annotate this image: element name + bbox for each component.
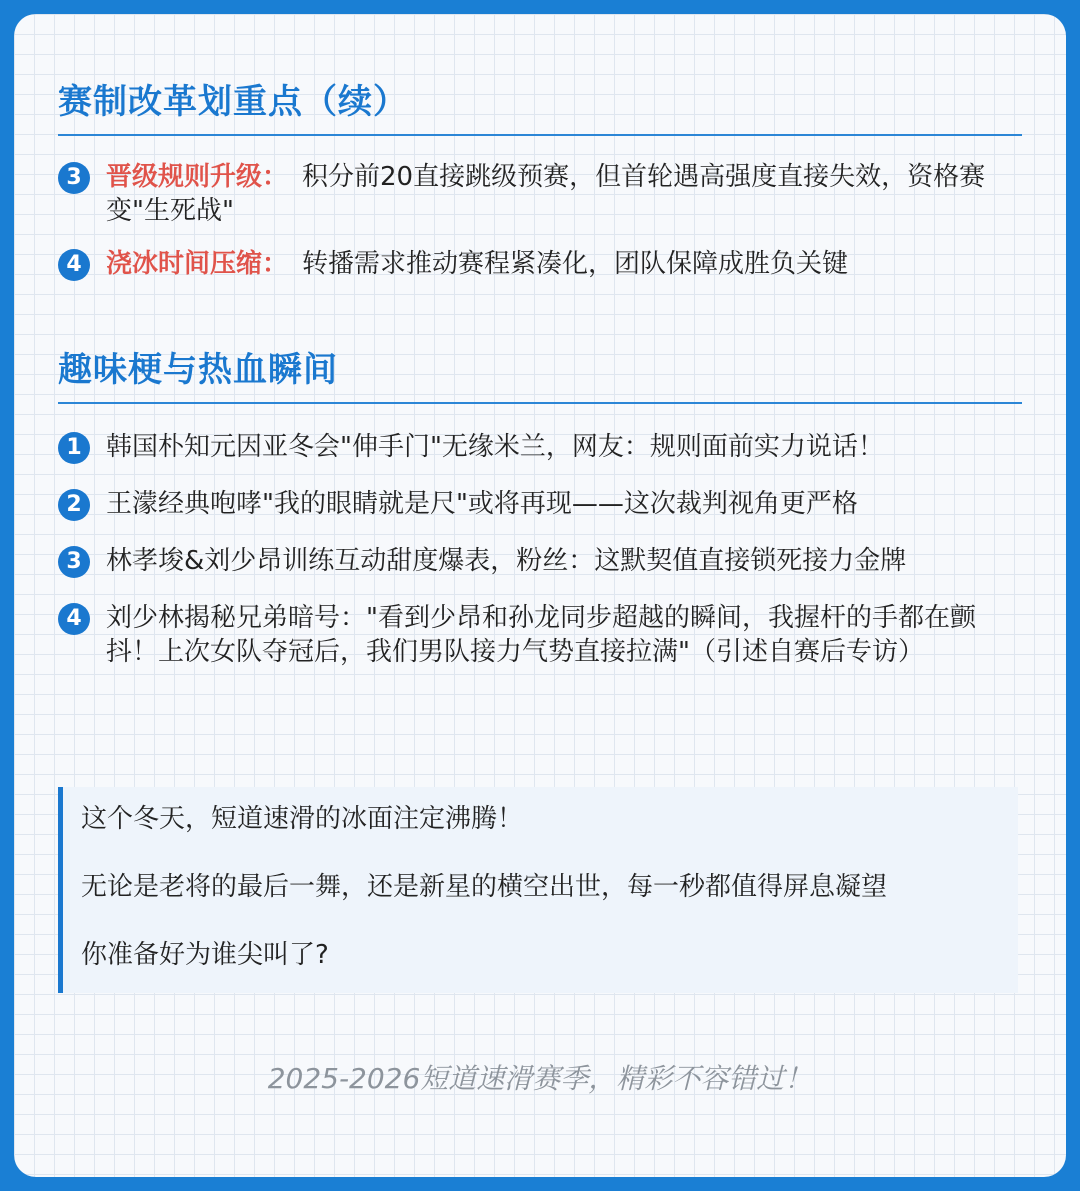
- rules-list: [58, 160, 1022, 281]
- quote-line: 无论是老将的最后一舞，还是新星的横空出世，每一秒都值得屏息凝望: [81, 872, 888, 902]
- fun-list: [58, 430, 1022, 669]
- number-badge-icon: 1: [58, 432, 90, 464]
- list-item: [58, 160, 1022, 228]
- section-title-fun: 趣味梗与热血瞬间: [58, 346, 1022, 404]
- number-badge-icon: 4: [58, 603, 90, 635]
- footer-tagline: 2025-2026短道速滑赛季，精彩不容错过！: [267, 1062, 813, 1095]
- item-label: 晋级规则升级：: [106, 162, 289, 192]
- item-text: 林孝埈&刘少昂训练互动甜度爆表，粉丝：这默契值直接锁死接力金牌: [106, 546, 907, 576]
- number-badge-icon: 3: [58, 162, 90, 194]
- quote-line: 这个冬天，短道速滑的冰面注定沸腾！: [81, 804, 524, 834]
- list-item: [58, 544, 1022, 578]
- list-item: [58, 430, 1022, 464]
- item-text: 韩国朴知元因亚冬会"伸手门"无缘米兰，网友：规则面前实力说话！: [106, 432, 884, 462]
- item-text: 王濛经典咆哮"我的眼睛就是尺"或将再现——这次裁判视角更严格: [106, 489, 858, 519]
- list-item: [58, 247, 1022, 281]
- quote-line: 你准备好为谁尖叫了?: [81, 940, 329, 970]
- number-badge-icon: 4: [58, 249, 90, 281]
- item-text: 积分前20直接跳级预赛，但首轮遇高强度直接失效，资格赛变"生死战": [106, 162, 986, 226]
- list-item: [58, 601, 1022, 669]
- item-label: 浇冰时间压缩：: [106, 249, 289, 279]
- item-text: 刘少林揭秘兄弟暗号："看到少昂和孙龙同步超越的瞬间，我握杆的手都在颤抖！上次女队夺冠后，我们男队接力气势直接拉满"（引述自赛后专访）: [106, 603, 976, 667]
- closing-quote-box: [58, 787, 1018, 993]
- number-badge-icon: 3: [58, 546, 90, 578]
- item-text: 转播需求推动赛程紧凑化，团队保障成胜负关键: [302, 249, 849, 279]
- content-card: [14, 14, 1066, 1177]
- number-badge-icon: 2: [58, 489, 90, 521]
- section-title-rules: 赛制改革划重点（续）: [58, 78, 1022, 136]
- list-item: [58, 487, 1022, 521]
